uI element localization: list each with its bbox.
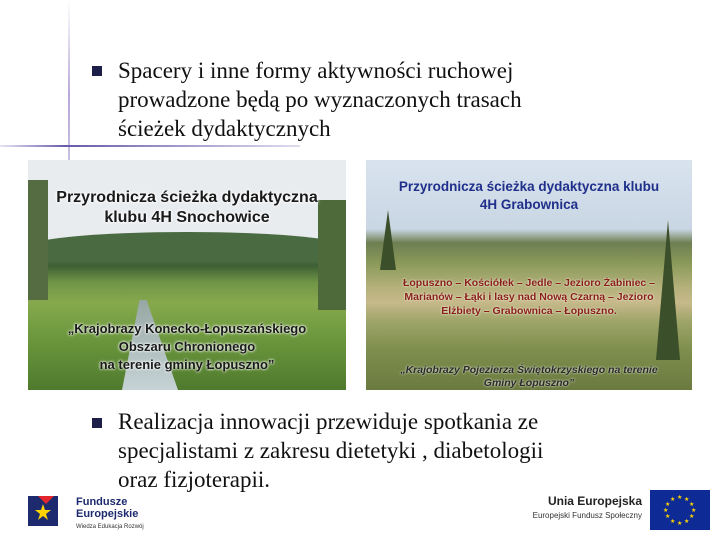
photo-right-subtitle-line-1: „Krajobrazy Pojezierza Świętokrzyskiego na terenie — [400, 364, 658, 376]
bullet-text-2 — [118, 407, 678, 494]
bullet-marker-1 — [92, 66, 102, 76]
photo-right-route-line-2: Marianów – Łąki i lasy nad Nową Czarną – Jezioro — [404, 291, 654, 303]
photo-right-subtitle — [366, 364, 692, 390]
photo-grabownica — [366, 160, 692, 390]
photo-right-title-line-2: 4H Grabownica — [479, 197, 579, 212]
photo-right-route-line-3: Elżbiety – Grabownica – Łopuszno. — [441, 305, 617, 317]
bullet-marker-2 — [92, 418, 102, 428]
photo-right-title — [366, 178, 692, 214]
photo-left-title — [28, 188, 346, 228]
fe-logo-line-1: Fundusze — [76, 496, 128, 508]
fe-logo-small: Wiedza Edukacja Rozwój — [76, 524, 144, 530]
ue-text-block — [512, 494, 642, 520]
photo-snochowice — [28, 160, 346, 390]
ue-subtitle: Europejski Fundusz Społeczny — [532, 511, 642, 520]
decorative-vertical-line — [68, 0, 70, 160]
bullet-2-line-2: specjalistami z zakresu dietetyki , diabetologii — [118, 438, 544, 463]
ue-title: Unia Europejska — [547, 494, 642, 508]
eu-flag-icon: ★ ★ ★ ★ ★ ★ ★ ★ ★ ★ ★ ★ — [650, 490, 710, 530]
bullet-1-line-3: ścieżek dydaktycznych — [118, 116, 331, 141]
pine-tree — [380, 210, 396, 270]
photo-left-subtitle-line-3: na terenie gminy Łopuszno” — [99, 357, 275, 372]
photo-right-route-line-1: Łopuszno – Kościółek – Jedle – Jezioro Żabiniec – — [402, 277, 656, 289]
photo-left-subtitle — [28, 320, 346, 374]
bullet-text-1 — [118, 56, 678, 143]
bullet-2-line-3: oraz fizjoterapii. — [118, 467, 270, 492]
photo-right-title-line-1: Przyrodnicza ścieżka dydaktyczna klubu — [398, 179, 660, 194]
fe-logo-line-2: Europejskie — [76, 508, 139, 520]
fe-star-icon — [24, 490, 68, 530]
hill-shape — [28, 232, 346, 262]
fundusze-europejskie-logo — [24, 486, 144, 536]
photo-left-title-line-2: klubu 4H Snochowice — [104, 209, 270, 226]
photo-left-subtitle-line-1: „Krajobrazy Konecko-Łopuszańskiego — [67, 321, 307, 336]
bullet-1-line-2: prowadzone będą po wyznaczonych trasach — [118, 87, 522, 112]
photo-right-subtitle-line-2: Gminy Łopuszno” — [483, 377, 575, 389]
photo-left-subtitle-line-2: Obszaru Chronionego — [118, 339, 256, 354]
photo-right-route — [366, 276, 692, 318]
bullet-2-line-1: Realizacja innowacji przewiduje spotkania ze — [118, 409, 539, 434]
bullet-1-line-1: Spacery i inne formy aktywności ruchowej — [118, 58, 514, 83]
fe-logo-text — [76, 496, 138, 520]
decorative-horizontal-line — [0, 145, 300, 147]
photo-left-title-line-1: Przyrodnicza ścieżka dydaktyczna — [56, 189, 318, 206]
